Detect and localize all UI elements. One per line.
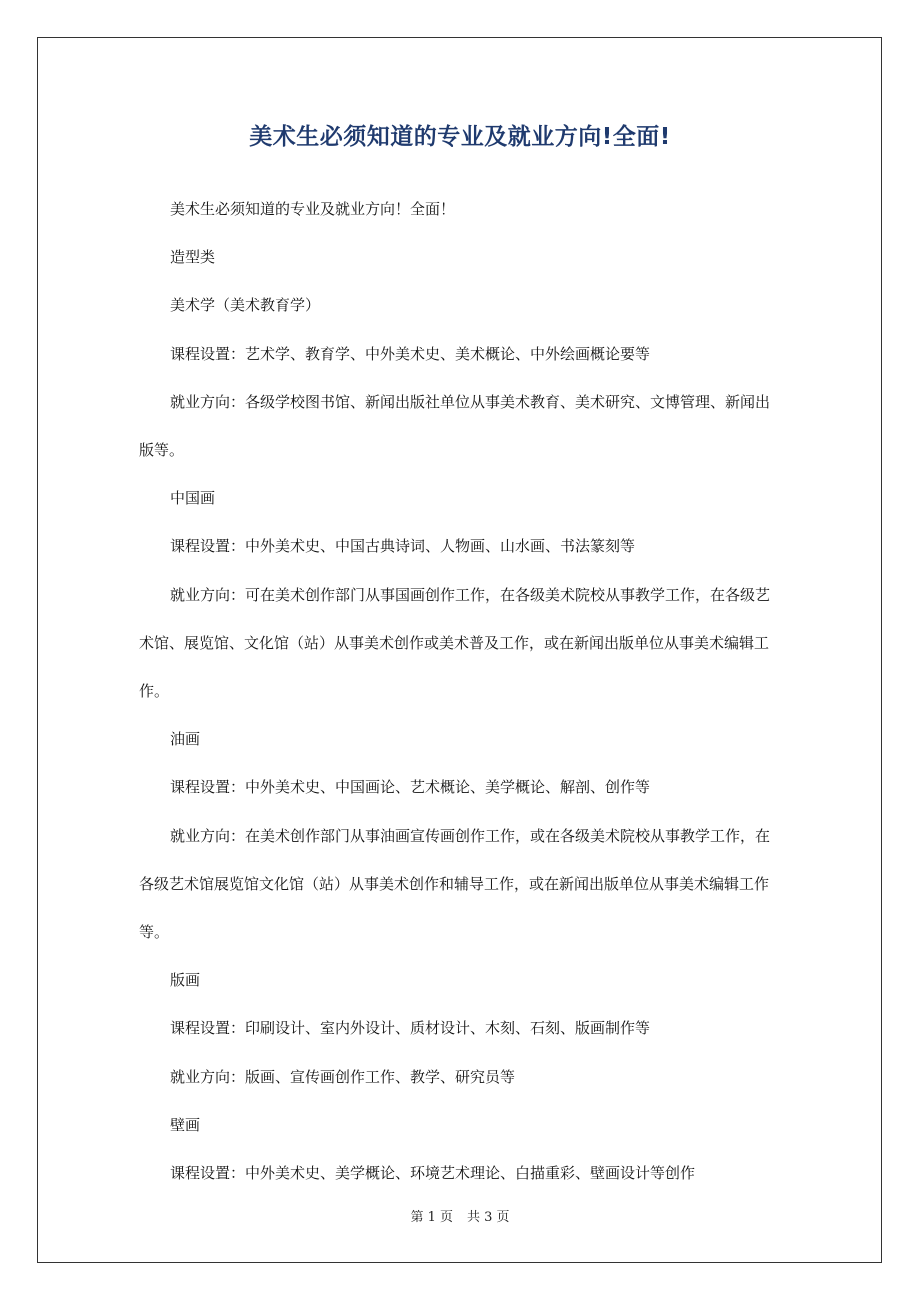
major-heading-printmaking: 版画	[170, 971, 201, 990]
major-heading-mural: 壁画	[170, 1115, 201, 1134]
section-heading-modeling: 造型类	[170, 248, 216, 267]
document-body	[139, 185, 784, 1197]
major-heading-oil-painting: 油画	[170, 730, 201, 749]
page-number: 第 1 页	[410, 1210, 453, 1225]
curriculum-chinese-painting: 课程设置：中外美术史、中国古典诗词、人物画、山水画、书法篆刻等	[170, 537, 636, 556]
document-title: 美术生必须知道的专业及就业方向!全面!	[249, 124, 671, 150]
page-footer	[0, 1206, 920, 1225]
curriculum-oil-painting: 课程设置：中外美术史、中国画论、艺术概论、美学概论、解剖、创作等	[170, 778, 651, 797]
curriculum-printmaking: 课程设置：印刷设计、室内外设计、质材设计、木刻、石刻、版画制作等	[170, 1019, 651, 1038]
major-heading-chinese-painting: 中国画	[170, 489, 216, 508]
career-fine-arts: 就业方向：各级学校图书馆、新闻出版社单位从事美术教育、美术研究、文博管理、新闻出版等。	[139, 392, 771, 460]
major-heading-fine-arts: 美术学（美术教育学）	[170, 296, 321, 315]
career-oil-painting: 就业方向：在美术创作部门从事油画宣传画创作工作，或在各级美术院校从事教学工作，在各级艺术馆展览馆文化馆（站）从事美术创作和辅导工作，或在新闻出版单位从事美术编辑工作等。	[139, 826, 771, 942]
career-printmaking: 就业方向：版画、宣传画创作工作、教学、研究员等	[170, 1067, 516, 1086]
page-total: 共 3 页	[467, 1210, 510, 1225]
career-chinese-painting: 就业方向：可在美术创作部门从事国画创作工作，在各级美术院校从事教学工作，在各级艺术馆、展览馆、文化馆（站）从事美术创作或美术普及工作，或在新闻出版单位从事美术编辑工作。	[139, 585, 771, 701]
curriculum-mural: 课程设置：中外美术史、美学概论、环境艺术理论、白描重彩、壁画设计等创作	[170, 1164, 696, 1183]
curriculum-fine-arts: 课程设置：艺术学、教育学、中外美术史、美术概论、中外绘画概论要等	[170, 344, 651, 363]
paragraph-intro: 美术生必须知道的专业及就业方向！全面！	[170, 200, 456, 218]
